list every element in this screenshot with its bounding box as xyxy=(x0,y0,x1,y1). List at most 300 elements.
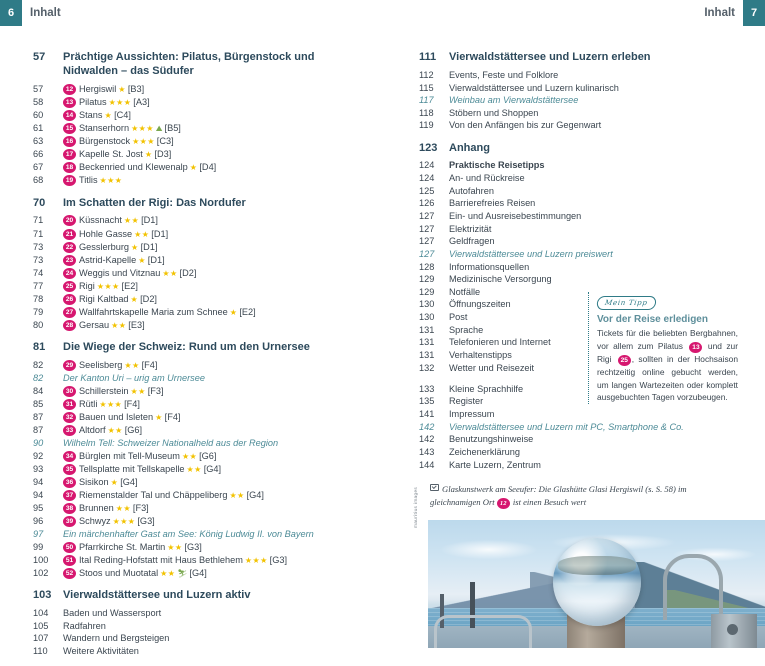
toc-entry-row[interactable] xyxy=(418,408,738,420)
toc-group xyxy=(32,196,362,332)
toc-page-number: 61 xyxy=(33,122,44,133)
rating-stars: ★★★ xyxy=(244,555,268,565)
map-coordinate: [F4] xyxy=(141,360,158,371)
toc-feature-row[interactable] xyxy=(418,94,738,106)
toc-entry-row[interactable] xyxy=(32,267,362,280)
toc-page-number: 87 xyxy=(33,412,44,423)
toc-entry-label: Benutzungshinweise xyxy=(449,434,534,445)
toc-entry-label: 14 Stans ★ [C4] xyxy=(63,109,362,122)
toc-entry-row[interactable] xyxy=(32,620,362,632)
toc-page-number: 95 xyxy=(33,502,44,513)
toc-entry-row[interactable] xyxy=(32,476,362,489)
toc-entry-row[interactable] xyxy=(418,197,738,209)
rating-stars: ★★ xyxy=(111,320,127,330)
map-coordinate: [G4] xyxy=(120,476,138,487)
toc-entry-row[interactable] xyxy=(32,254,362,267)
toc-chapter-row[interactable] xyxy=(418,141,738,156)
toc-feature-row[interactable] xyxy=(32,372,362,384)
poi-badge: 52 xyxy=(63,568,76,579)
toc-entry-label: 31 Rütli ★★★ [F4] xyxy=(63,398,362,411)
toc-page-number: 118 xyxy=(419,107,434,118)
toc-page-number: 142 xyxy=(419,421,435,432)
toc-entry-row[interactable] xyxy=(32,632,362,644)
toc-page-number: 73 xyxy=(33,241,44,252)
toc-entry-label: Sprache xyxy=(449,324,484,335)
toc-chapter-page: 70 xyxy=(33,196,46,209)
toc-page-number: 85 xyxy=(33,398,44,409)
poi-badge: 21 xyxy=(63,229,76,240)
toc-entry-label: 28 Gersau ★★ [E3] xyxy=(63,319,362,332)
toc-chapter-page: 103 xyxy=(33,589,52,602)
photo-chair xyxy=(434,615,532,648)
toc-entry-label: Der Kanton Uri – urig am Urnersee xyxy=(63,373,205,384)
toc-chapter-page: 81 xyxy=(33,341,46,354)
toc-entry-label: Stöbern und Shoppen xyxy=(449,107,539,118)
poi-badge: 24 xyxy=(63,268,76,279)
toc-entry-row[interactable] xyxy=(418,273,738,285)
poi-badge: 34 xyxy=(63,451,76,462)
toc-page-number: 102 xyxy=(33,567,49,578)
toc-entry-label: Zeichenerklärung xyxy=(449,447,520,458)
toc-entry-label: Radfahren xyxy=(63,620,106,631)
poi-badge-pilatus: 13 xyxy=(689,342,702,353)
toc-page-number: 115 xyxy=(419,82,434,93)
toc-chapter-row[interactable] xyxy=(418,50,738,65)
running-head-left xyxy=(0,0,69,26)
poi-badge: 51 xyxy=(63,555,76,566)
poi-badge: 35 xyxy=(63,464,76,475)
page-folio-right: 7 xyxy=(743,0,765,26)
toc-entry-row[interactable] xyxy=(32,554,362,567)
poi-badge: 28 xyxy=(63,320,76,331)
toc-entry-label: An- und Rückreise xyxy=(449,173,525,184)
map-coordinate: [C4] xyxy=(114,109,131,120)
toc-entry-label: 19 Titlis ★★★ xyxy=(63,174,362,187)
poi-badge: 25 xyxy=(63,281,76,292)
toc-page-number: 132 xyxy=(419,362,435,373)
toc-entry-label: Notfälle xyxy=(449,286,481,297)
toc-feature-row[interactable] xyxy=(32,528,362,540)
rating-stars: ★★ xyxy=(160,568,176,578)
toc-chapter-title: Vierwaldstättersee und Luzern aktiv xyxy=(63,589,251,602)
toc-page-number: 92 xyxy=(33,450,44,461)
poi-badge: 15 xyxy=(63,123,76,134)
running-head-right xyxy=(696,0,765,26)
toc-page-number: 66 xyxy=(33,148,44,159)
toc-entry-label: 24 Weggis und Vitznau ★★ [D2] xyxy=(63,267,362,280)
mein-tipp-body xyxy=(597,327,738,404)
toc-entry-label: 37 Riemenstalder Tal und Chäppeliberg ★★ [G4] xyxy=(63,489,362,502)
toc-page-number: 127 xyxy=(419,248,435,259)
map-coordinate: [G6] xyxy=(199,450,217,461)
toc-entry-row[interactable] xyxy=(32,502,362,515)
poi-badge: 50 xyxy=(63,542,76,553)
toc-page-number: 84 xyxy=(33,385,44,396)
toc-page-number: 79 xyxy=(33,306,44,317)
toc-entry-label: Vierwaldstättersee und Luzern kulinarisch xyxy=(449,82,619,93)
poi-badge: 22 xyxy=(63,242,76,253)
toc-entry-label: 13 Pilatus ★★★ [A3] xyxy=(63,96,362,109)
toc-page-number: 74 xyxy=(33,267,44,278)
toc-entry-row[interactable] xyxy=(418,459,738,471)
photo-glass-ball xyxy=(553,538,641,626)
toc-entry-label: 12 Hergiswil ★ [B3] xyxy=(63,83,362,96)
mein-tipp-title: Vor der Reise erledigen xyxy=(597,313,708,325)
toc-page-number: 130 xyxy=(419,312,435,323)
toc-page-number: 58 xyxy=(33,96,44,107)
map-coordinate: [G4] xyxy=(189,567,207,578)
toc-entry-row[interactable] xyxy=(32,359,362,372)
toc-page-number: 143 xyxy=(419,447,435,458)
poi-badge: 16 xyxy=(63,136,76,147)
toc-entry-row[interactable] xyxy=(418,119,738,131)
rating-stars: ★★ xyxy=(124,361,140,371)
rating-stars: ★★ xyxy=(162,268,178,278)
poi-badge: 33 xyxy=(63,425,76,436)
map-coordinate: [E2] xyxy=(121,280,138,291)
toc-page-number: 73 xyxy=(33,254,44,265)
toc-chapter-row[interactable] xyxy=(32,196,362,211)
toc-page-number: 129 xyxy=(419,286,435,297)
toc-page-number: 93 xyxy=(33,463,44,474)
toc-page-number: 82 xyxy=(33,360,44,371)
activity-icon: ⛷ xyxy=(177,568,188,578)
poi-badge: 18 xyxy=(63,162,76,173)
toc-entry-label: Barrierefreies Reisen xyxy=(449,198,536,209)
poi-badge: 32 xyxy=(63,412,76,423)
toc-page-number: 104 xyxy=(33,608,49,619)
rating-stars: ★ xyxy=(229,307,238,317)
toc-entry-label: Von den Anfängen bis zur Gegenwart xyxy=(449,120,602,131)
rating-stars: ★ xyxy=(189,163,198,172)
map-coordinate: [D3] xyxy=(154,148,172,159)
rating-stars: ★★★ xyxy=(112,516,136,526)
toc-entry-row[interactable] xyxy=(32,450,362,463)
toc-entry-label: Register xyxy=(449,396,484,407)
toc-entry-row[interactable] xyxy=(418,446,738,458)
toc-entry-row[interactable] xyxy=(32,541,362,554)
toc-entry-row[interactable] xyxy=(32,228,362,241)
poi-badge: 13 xyxy=(63,97,76,108)
toc-entry-row[interactable] xyxy=(32,645,362,657)
toc-group xyxy=(32,588,362,657)
toc-entry-row[interactable] xyxy=(32,411,362,424)
toc-entry-row[interactable] xyxy=(32,319,362,332)
toc-entry-row[interactable] xyxy=(32,174,362,187)
mein-tipp-box xyxy=(588,292,738,404)
poi-badge: 36 xyxy=(63,477,76,488)
toc-page-number: 97 xyxy=(33,529,44,540)
toc-entry-label: Verhaltenstipps xyxy=(449,350,512,361)
toc-entry-row[interactable] xyxy=(32,241,362,254)
toc-feature-row[interactable] xyxy=(32,437,362,449)
rating-stars: ★★ xyxy=(107,426,123,436)
toc-entry-row[interactable] xyxy=(418,69,738,81)
toc-page-number: 105 xyxy=(33,620,49,631)
toc-group xyxy=(32,50,362,187)
toc-entry-row[interactable] xyxy=(32,83,362,96)
toc-entry-label: 18 Beckenried und Klewenalp ★ [D4] xyxy=(63,161,362,174)
toc-entry-row[interactable] xyxy=(418,210,738,222)
map-coordinate: [F4] xyxy=(164,412,181,423)
toc-entry-row[interactable] xyxy=(32,214,362,227)
toc-entry-label: Autofahren xyxy=(449,185,494,196)
toc-chapter-title: Prächtige Aussichten: Pilatus, Bürgenstock und Nidwalden – das Südufer xyxy=(63,51,315,77)
rating-stars: ★★★ xyxy=(99,399,123,409)
toc-entry-label: 51 Ital Reding-Hofstatt mit Haus Bethlehem ★★★ [G3] xyxy=(63,554,362,567)
poi-badge: 20 xyxy=(63,215,76,226)
toc-entry-label: Ein- und Ausreisebestimmungen xyxy=(449,210,582,221)
toc-entry-row[interactable] xyxy=(32,293,362,306)
toc-page-number: 112 xyxy=(419,69,434,80)
toc-chapter-row[interactable] xyxy=(32,340,362,355)
map-coordinate: [D2] xyxy=(140,293,157,304)
toc-entry-row[interactable] xyxy=(418,235,738,247)
toc-entry-row[interactable] xyxy=(32,148,362,161)
poi-badge: 23 xyxy=(63,255,76,266)
toc-chapter-title: Im Schatten der Rigi: Das Nordufer xyxy=(63,196,246,209)
toc-entry-row[interactable] xyxy=(32,607,362,619)
toc-page-number: 63 xyxy=(33,135,44,146)
toc-entry-row[interactable] xyxy=(32,463,362,476)
toc-entry-label: Post xyxy=(449,312,468,323)
toc-entry-row[interactable] xyxy=(418,82,738,94)
toc-entry-label: Telefonieren und Internet xyxy=(449,337,551,348)
toc-page-number: 94 xyxy=(33,489,44,500)
toc-entry-label: Ein märchenhafter Gast am See: König Ludwig II. von Bayern xyxy=(63,529,314,540)
toc-group xyxy=(32,340,362,579)
toc-page-number: 94 xyxy=(33,476,44,487)
toc-entry-row[interactable] xyxy=(32,567,362,580)
running-head-label-left: Inhalt xyxy=(30,7,61,19)
poi-badge: 30 xyxy=(63,386,76,397)
toc-chapter-page: 57 xyxy=(33,51,46,63)
toc-chapter-row[interactable] xyxy=(32,50,362,79)
toc-entry-row[interactable] xyxy=(418,159,738,171)
toc-entry-label: Medizinische Versorgung xyxy=(449,274,552,285)
toc-page-number: 71 xyxy=(33,228,44,239)
toc-chapter-page: 111 xyxy=(419,51,437,63)
toc-entry-label: 52 Stoos und Muotatal ★★ ⛷ [G4] xyxy=(63,567,362,580)
toc-page-number: 119 xyxy=(419,120,434,131)
toc-page-number: 100 xyxy=(33,554,49,565)
toc-entry-label: Praktische Reisetipps xyxy=(449,160,545,171)
poi-badge: 39 xyxy=(63,516,76,527)
toc-page-number: 128 xyxy=(419,261,435,272)
activity-icon: ⛰ xyxy=(155,123,163,133)
toc-page-number: 99 xyxy=(33,541,44,552)
rating-stars: ★★★ xyxy=(132,136,155,146)
toc-page-number: 71 xyxy=(33,215,44,226)
toc-entry-label: Öffnungszeiten xyxy=(449,299,511,310)
map-coordinate: [E2] xyxy=(239,306,256,317)
toc-chapter-row[interactable] xyxy=(32,588,362,603)
rating-stars: ★ xyxy=(110,477,119,487)
toc-entry-label: 35 Tellsplatte mit Tellskapelle ★★ [G4] xyxy=(63,463,362,476)
poi-badge: 37 xyxy=(63,490,76,501)
toc-entry-label: Wandern und Bergsteigen xyxy=(63,633,170,644)
toc-entry-row[interactable] xyxy=(32,109,362,122)
poi-badge-rigi: 25 xyxy=(618,355,631,366)
toc-page-number: 107 xyxy=(33,633,49,644)
toc-entry-row[interactable] xyxy=(418,107,738,119)
toc-entry-row[interactable] xyxy=(418,172,738,184)
tip-text-1: Tickets für die beliebten Bergbahnen, vor allem zum Pilatus xyxy=(597,328,738,351)
toc-page-number: 127 xyxy=(419,223,435,234)
tip-text-2: und zur Rigi xyxy=(597,340,739,364)
toc-page-number: 125 xyxy=(419,185,435,196)
poi-badge: 12 xyxy=(63,84,76,95)
toc-entry-label: 27 Wallfahrtskapelle Maria zum Schnee ★ [E2] xyxy=(63,306,362,319)
photo-caption xyxy=(430,483,738,509)
toc-entry-row[interactable] xyxy=(418,223,738,235)
map-coordinate: [G4] xyxy=(203,463,222,474)
map-coordinate: [G4] xyxy=(246,489,264,500)
toc-column-left xyxy=(32,46,362,666)
toc-page-number: 141 xyxy=(419,409,435,420)
map-coordinate: [D4] xyxy=(199,162,217,172)
map-coordinate: [B5] xyxy=(164,122,181,133)
rating-stars: ★★ xyxy=(123,216,140,226)
map-coordinate: [F4] xyxy=(124,398,140,409)
toc-page-number: 77 xyxy=(33,280,44,291)
toc-entry-label: 17 Kapelle St. Jost ★ [D3] xyxy=(63,148,362,161)
toc-entry-row[interactable] xyxy=(32,135,362,148)
toc-entry-label: 23 Astrid-Kapelle ★ [D1] xyxy=(63,254,362,267)
rating-stars: ★ xyxy=(155,413,163,423)
rating-stars: ★★ xyxy=(115,503,131,513)
toc-entry-label: 22 Gesslerburg ★ [D1] xyxy=(63,241,362,254)
toc-page-number: 124 xyxy=(419,160,435,171)
toc-page-number: 135 xyxy=(419,396,435,407)
toc-page-number: 127 xyxy=(419,210,435,221)
toc-feature-row[interactable] xyxy=(418,421,738,433)
toc-entry-label: 26 Rigi Kaltbad ★ [D2] xyxy=(63,293,362,306)
toc-chapter-title: Anhang xyxy=(449,141,490,154)
toc-page-number: 142 xyxy=(419,434,435,445)
toc-entry-label: Weinbau am Vierwaldstättersee xyxy=(449,95,579,106)
toc-entry-row[interactable] xyxy=(32,306,362,319)
rating-stars: ★★ xyxy=(134,229,150,239)
toc-page-number: 87 xyxy=(33,425,44,436)
page-folio-left: 6 xyxy=(0,0,22,26)
toc-entry-label: Informationsquellen xyxy=(449,261,530,272)
toc-entry-label: Wetter und Reisezeit xyxy=(449,362,535,373)
toc-page-number: 67 xyxy=(33,162,44,172)
map-coordinate: [B3] xyxy=(127,83,145,94)
toc-entry-label: 39 Schwyz ★★★ [G3] xyxy=(63,515,362,528)
toc-entry-label: 20 Küssnacht ★★ [D1] xyxy=(63,214,362,227)
toc-chapter-title: Die Wiege der Schweiz: Rund um den Urnersee xyxy=(63,341,310,354)
toc-entry-label: Vierwaldstättersee und Luzern preiswert xyxy=(449,248,613,259)
toc-page-number: 130 xyxy=(419,299,435,310)
photo-metal-box xyxy=(711,614,757,648)
toc-entry-row[interactable] xyxy=(32,385,362,398)
toc-entry-label: Baden und Wassersport xyxy=(63,608,162,619)
rating-stars: ★★★ xyxy=(96,281,120,291)
running-head-label-right: Inhalt xyxy=(704,7,735,19)
photo-glass-sphere xyxy=(428,520,765,648)
rating-stars: ★ xyxy=(138,255,146,265)
rating-stars: ★★★ xyxy=(108,97,132,107)
map-coordinate: [G3] xyxy=(137,515,155,526)
map-coordinate: [G3] xyxy=(269,554,288,565)
toc-page-number: 131 xyxy=(419,324,435,335)
toc-entry-label: Impressum xyxy=(449,409,495,420)
toc-page-number: 131 xyxy=(419,350,435,361)
toc-entry-label: 15 Stanserhorn ★★★ ⛰ [B5] xyxy=(63,122,362,135)
rating-stars: ★★ xyxy=(130,386,146,396)
caption-text-1: Glaskunstwerk am Seeufer: Die Glashütte Glasi Hergiswil (s. S. 58) im gleichnamigen Ort xyxy=(430,484,687,507)
toc-page-number: 57 xyxy=(33,83,44,94)
toc-page-number: 124 xyxy=(419,173,435,184)
poi-badge: 19 xyxy=(63,175,76,186)
toc-entry-label: 29 Seelisberg ★★ [F4] xyxy=(63,359,362,372)
toc-page-number: 129 xyxy=(419,274,435,285)
toc-entry-label: 50 Pfarrkirche St. Martin ★★ [G3] xyxy=(63,541,362,554)
toc-page-number: 127 xyxy=(419,236,435,247)
toc-page-number: 60 xyxy=(33,109,44,120)
rating-stars: ★★ xyxy=(181,451,198,461)
toc-chapter-title: Vierwaldstättersee und Luzern erleben xyxy=(449,51,651,63)
rating-stars: ★★ xyxy=(186,464,202,474)
caption-text-2: ist einen Besuch wert xyxy=(510,496,587,507)
toc-entry-row[interactable] xyxy=(418,433,738,445)
toc-entry-row[interactable] xyxy=(32,489,362,502)
toc-entry-row[interactable] xyxy=(32,122,362,135)
poi-badge: 17 xyxy=(63,149,76,160)
toc-entry-label: 32 Bauen und Isleten ★ [F4] xyxy=(63,411,362,424)
toc-entry-row[interactable] xyxy=(32,398,362,411)
toc-entry-label: Wilhelm Tell: Schweizer Nationalheld aus der Region xyxy=(63,438,279,449)
toc-entry-label: Kleine Sprachhilfe xyxy=(449,383,524,394)
map-coordinate: [D2] xyxy=(179,267,197,278)
toc-entry-row[interactable] xyxy=(32,515,362,528)
poi-badge: 27 xyxy=(63,307,76,318)
toc-entry-row[interactable] xyxy=(418,261,738,273)
map-coordinate: [D1] xyxy=(141,215,158,226)
toc-page-number: 96 xyxy=(33,515,44,526)
toc-entry-row[interactable] xyxy=(32,280,362,293)
toc-page-number: 133 xyxy=(419,383,435,394)
poi-badge: 31 xyxy=(63,399,76,410)
toc-entry-row[interactable] xyxy=(32,161,362,174)
toc-entry-row[interactable] xyxy=(32,424,362,437)
toc-entry-label: Events, Feste und Folklore xyxy=(449,69,559,80)
toc-page-number: 82 xyxy=(33,373,44,384)
map-coordinate: [F3] xyxy=(147,385,164,396)
toc-page-number: 117 xyxy=(419,95,434,106)
toc-group xyxy=(418,50,738,132)
toc-entry-row[interactable] xyxy=(32,96,362,109)
poi-badge-hergiswil: 12 xyxy=(497,498,510,509)
toc-entry-label: Weitere Aktivitäten xyxy=(63,646,139,657)
rating-stars: ★★★ xyxy=(99,176,123,186)
poi-badge: 14 xyxy=(63,110,76,121)
map-coordinate: [E3] xyxy=(128,319,145,330)
toc-feature-row[interactable] xyxy=(418,248,738,260)
toc-entry-label: 25 Rigi ★★★ [E2] xyxy=(63,280,362,293)
map-coordinate: [G6] xyxy=(124,425,143,436)
toc-entry-label: 30 Schillerstein ★★ [F3] xyxy=(63,385,362,398)
toc-page-number: 68 xyxy=(33,175,44,186)
toc-entry-row[interactable] xyxy=(418,185,738,197)
rating-stars: ★ xyxy=(104,110,113,120)
map-coordinate: [F3] xyxy=(132,502,149,513)
mein-tipp-badge: Mein Tipp xyxy=(596,296,656,310)
toc-page-number: 78 xyxy=(33,293,44,304)
toc-page-number: 110 xyxy=(33,646,48,657)
